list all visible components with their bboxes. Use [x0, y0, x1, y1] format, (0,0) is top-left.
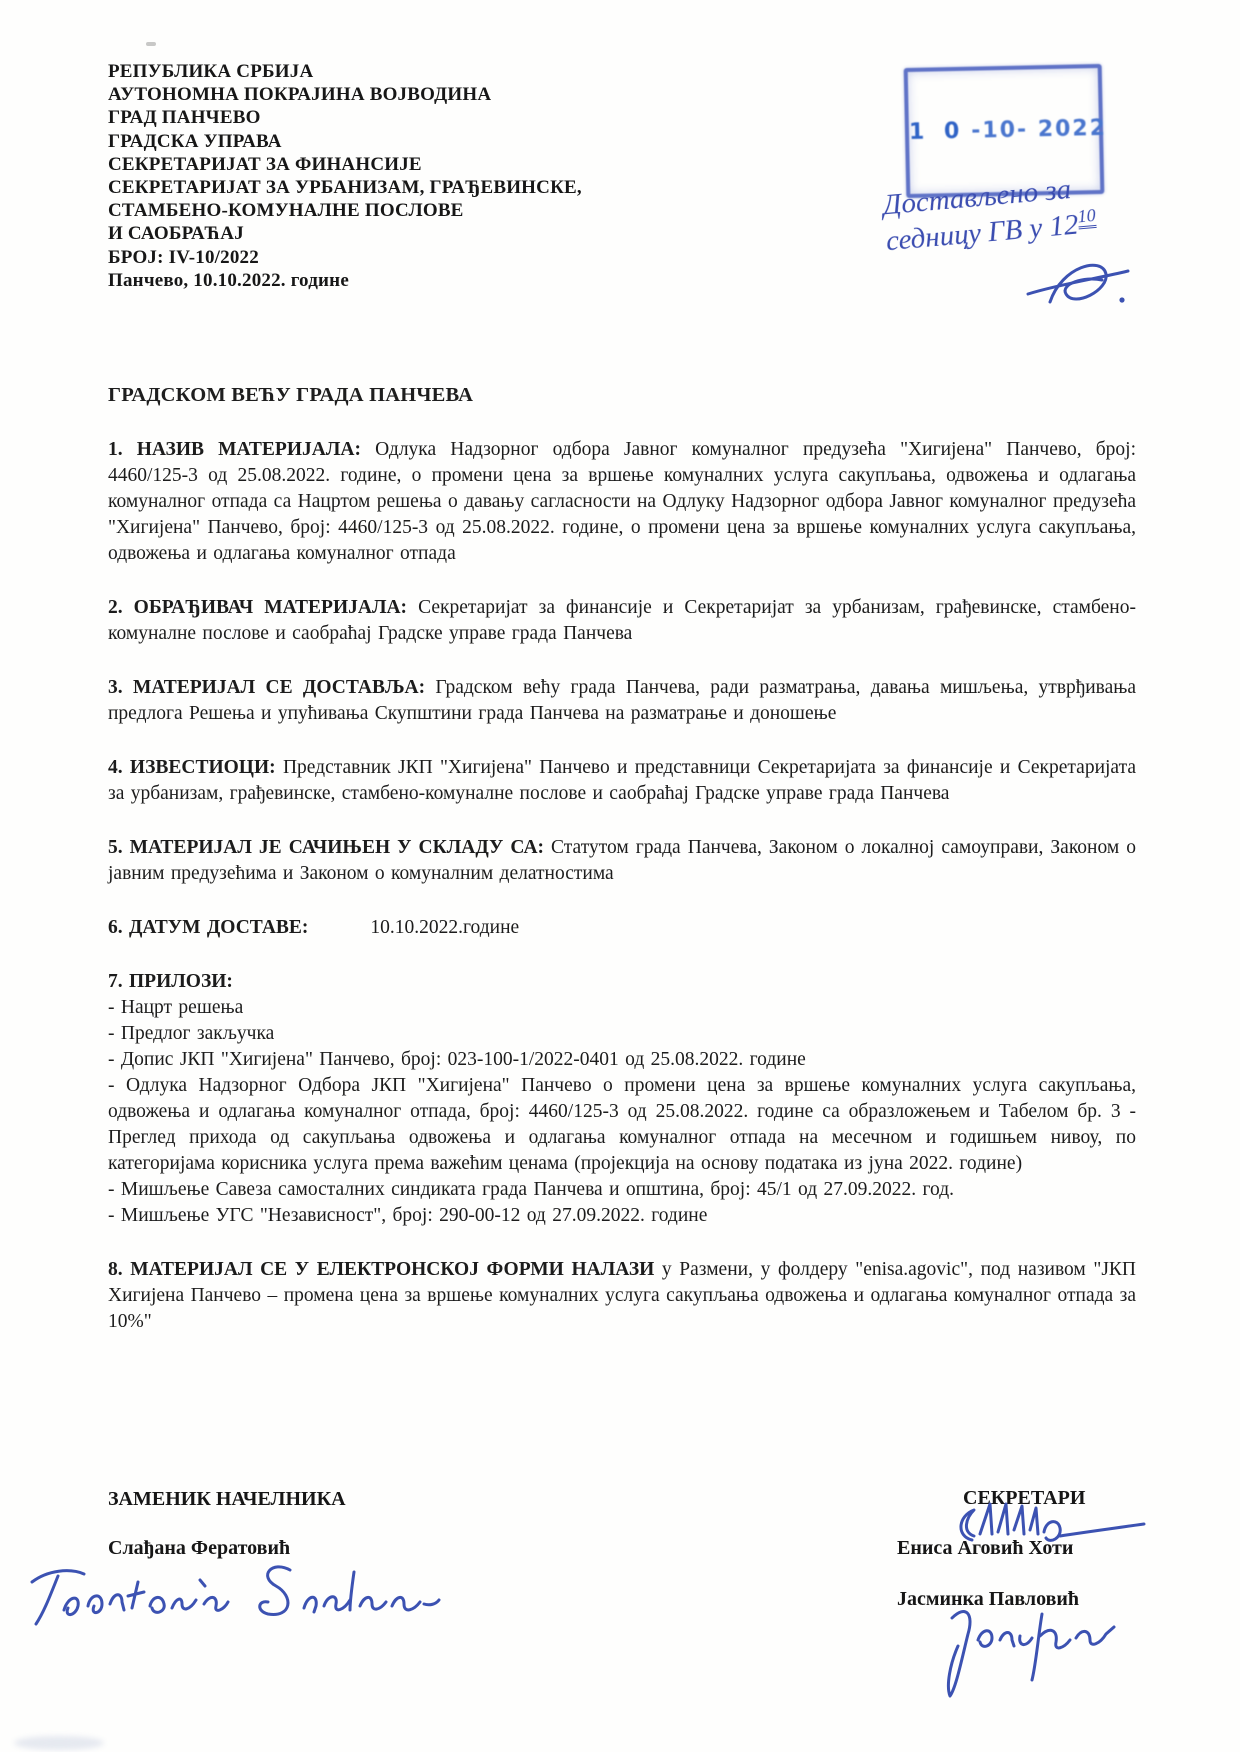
attachment-item: - Одлука Надзорног Одбора ЈКП "Хигијена" Панчево о промени цена за вршење комуналних услуга сакупљања, одвожења и одлагања комуналног отпада, број: 4460/125-3 од 25.08.2022. године са образложењем и Табелом бр. 3 - Преглед прихода од сакупљања одвожења и одлагања комуналног отпада на месечном и годишњем нивоу, по категоријама корисника услуга према важећим ценама (пројекција на основу података из јуна 2022. године)	[108, 1075, 1136, 1174]
item-text: Представник ЈКП "Хигијена" Панчево и представници Секретаријата за финансије и Секретаријата за урбанизам, грађевинске, стамбено-комуналне послове и саобраћај Градске управе града Панчева	[108, 757, 1136, 804]
stamp-note-superscript: 10	[1077, 205, 1097, 229]
letterhead-line: РЕПУБЛИКА СРБИЈА	[108, 61, 314, 82]
letterhead-date-line: Панчево, 10.10.2022. године	[108, 269, 349, 291]
letterhead	[108, 60, 582, 292]
secretary-name-1: Ениса Аговић Хоти	[897, 1537, 1074, 1559]
item-label: 2. ОБРАЂИВАЧ МАТЕРИЈАЛА:	[108, 597, 408, 618]
scan-smudge	[14, 1736, 104, 1750]
secretaries-title: СЕКРЕТАРИ	[963, 1487, 1086, 1509]
item-text: Градском већу града Панчева, ради разматрања, давања мишљења, утврђивања предлога Решења и упућивања Скупштини града Панчева на разматрање и доношење	[108, 677, 1136, 724]
letterhead-line: АУТОНОМНА ПОКРАЈИНА ВОЈВОДИНА	[108, 84, 492, 106]
material-item-5	[108, 835, 1136, 887]
material-item-7-heading	[108, 969, 1136, 995]
document-body	[108, 437, 1136, 1363]
secretary-signature-2	[924, 1602, 1122, 1714]
item-text: Секретаријат за финансије и Секретаријат за урбанизам, грађевинске, стамбено-комуналне послове и саобраћај Градске управе града Панчева	[108, 597, 1136, 644]
stamp-note-line: Достављено за	[881, 173, 1073, 222]
stamp-initials-signature	[1022, 248, 1138, 320]
material-item-4	[108, 755, 1136, 807]
letterhead-line: ГРАД ПАНЧЕВО	[108, 107, 261, 129]
item-label: 1. НАЗИВ МАТЕРИЈАЛА:	[108, 439, 361, 460]
material-item-8	[108, 1257, 1136, 1335]
item-label: 7. ПРИЛОЗИ:	[108, 971, 233, 992]
item-label: 4. ИЗВЕСТИОЦИ:	[108, 757, 276, 778]
attachment-item: - Допис ЈКП "Хигијена" Панчево, број: 023-100-1/2022-0401 од 25.08.2022. године	[108, 1049, 806, 1070]
deputy-signature	[18, 1552, 442, 1648]
item-label: 3. МАТЕРИЈАЛ СЕ ДОСТАВЉА:	[108, 677, 426, 698]
item-text: Одлука Надзорног одбора Јавног комуналног предузећа "Хигијена" Панчево, број: 4460/125-3 од 25.08.2022. године, о промени цена за вршење комуналних услуга сакупљања, одвожења и одлагања комуналног отпада са Нацртом решења о давању сагласности на Одлуку Надзорног одбора Јавног комуналног предузећа "Хигијена" Панчево, број: 4460/125-3 од 25.08.2022. године, о промени цена за вршење комуналних услуга сакупљања, одвожења и одлагања комуналног отпада	[108, 439, 1136, 564]
letterhead-line: И САОБРАЋАЈ	[108, 223, 244, 245]
attachment-item: - Мишљење УГС "Независност", број: 290-00-12 од 27.09.2022. године	[108, 1205, 708, 1226]
letterhead-line: ГРАДСКА УПРАВА	[108, 130, 282, 152]
item-label: 5. МАТЕРИЈАЛ ЈЕ САЧИЊЕН У СКЛАДУ СА:	[108, 837, 545, 858]
material-item-3	[108, 675, 1136, 727]
secretary-name-2: Јасминка Павловић	[897, 1588, 1080, 1610]
delivery-date-value: 10.10.2022.године	[370, 917, 520, 938]
attachment-item: - Предлог закључка	[108, 1023, 275, 1044]
item-label: 6. ДАТУМ ДОСТАВЕ:	[108, 917, 309, 938]
letterhead-line: СЕКРЕТАРИЈАТ ЗА ФИНАНСИЈЕ	[108, 153, 422, 175]
material-item-1	[108, 437, 1136, 567]
stamp-date-day: 1 0	[908, 118, 966, 145]
deputy-title: ЗАМЕНИК НАЧЕЛНИКА	[108, 1488, 346, 1510]
letterhead-line: СЕКРЕТАРИЈАТ ЗА УРБАНИЗАМ, ГРАЂЕВИНСКЕ,	[108, 177, 582, 199]
stamp-note-text: седницу ГВ у 12	[884, 208, 1080, 258]
material-item-6	[108, 915, 1136, 941]
attachment-item: - Мишљење Савеза самосталних синдиката града Панчева и општина, број: 45/1 од 27.09.2022. год.	[108, 1179, 955, 1200]
attachment-item: - Нацрт решења	[108, 997, 244, 1018]
recipient-title: ГРАДСКОМ ВЕЋУ ГРАДА ПАНЧЕВА	[108, 384, 474, 406]
item-text: у Размени, у фолдеру "enisa.agovic", под називом "ЈКП Хигијена Панчево – промена цена за вршење комуналних услуга сакупљања одвожења и одлагања комуналног отпада за 10%"	[108, 1259, 1137, 1332]
letterhead-number-line: БРОЈ: IV-10/2022	[108, 246, 259, 268]
scan-smudge	[146, 42, 156, 46]
attachments-list	[108, 995, 1136, 1229]
item-text: Статутом града Панчева, Законом о локалној самоуправи, Законом о јавним предузећима и Законом о комуналним делатностима	[108, 837, 1136, 884]
stamp-date-rest: -10- 2022	[971, 115, 1108, 144]
material-item-2	[108, 595, 1136, 647]
stamp-date	[908, 115, 1108, 145]
item-label: 8. МАТЕРИЈАЛ СЕ У ЕЛЕКТРОНСКОЈ ФОРМИ НАЛАЗИ	[108, 1259, 655, 1280]
letterhead-line: СТАМБЕНО-КОМУНАЛНЕ ПОСЛОВЕ	[108, 200, 464, 222]
deputy-name: Слађана Фератовић	[108, 1537, 291, 1559]
